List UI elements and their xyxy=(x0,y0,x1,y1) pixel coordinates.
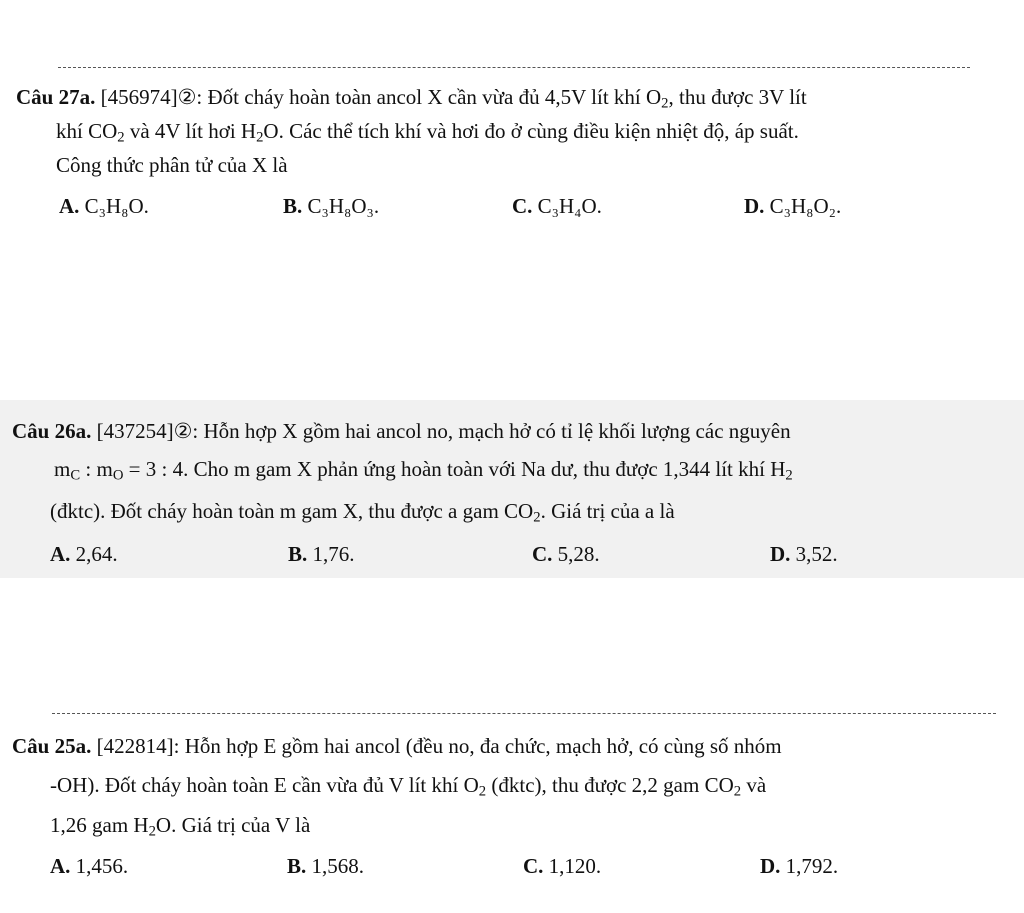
answer-option-c[interactable]: C. C₃H₄O. xyxy=(512,194,602,218)
answer-option-a[interactable]: A. 2,64. xyxy=(50,542,118,566)
answer-option-b[interactable]: B. C₃H₈O₃. xyxy=(283,194,380,218)
answer-option-d[interactable]: D. 3,52. xyxy=(770,542,838,566)
answer-option-d[interactable]: D. C₃H₈O₂. xyxy=(744,194,842,218)
question-label: Câu 25a. xyxy=(12,734,92,758)
question-25a-line-3: 1,26 gam $H_2O$. Giá trị của V là xyxy=(50,813,311,840)
answer-option-b[interactable]: B. 1,76. xyxy=(288,542,355,566)
question-27a-line-3: Công thức phân tử của X là xyxy=(56,153,288,177)
answer-option-a[interactable]: A. C₃H₈O. xyxy=(59,194,149,218)
question-26a-line-3: (đktc). Đốt cháy hoàn toàn m gam X, thu được a gam $CO_2$. Giá trị của a là xyxy=(50,499,675,526)
answer-option-c[interactable]: C. 5,28. xyxy=(532,542,600,566)
question-26a-line-2: $m_C$ : $m_O = 3$ : 4. Cho m gam X phản ứng hoàn toàn với Na dư, thu được 1,344 lít khí $H_2$ xyxy=(54,457,793,484)
question-25a-line-2: -OH). Đốt cháy hoàn toàn E cần vừa đủ V lít khí $O_2$ (đktc), thu được 2,2 gam $CO_2$ và xyxy=(50,773,767,800)
question-label: Câu 26a. xyxy=(12,419,92,443)
separator-middle xyxy=(52,713,996,714)
question-id: [437254]②: xyxy=(96,419,199,443)
question-label: Câu 27a. xyxy=(16,85,96,109)
answer-option-d[interactable]: D. 1,792. xyxy=(760,854,839,878)
separator-top xyxy=(58,67,970,68)
answer-option-c[interactable]: C. 1,120. xyxy=(523,854,602,878)
question-id: [422814]: xyxy=(96,734,180,758)
question-27a-line-2: khí $CO_2$ và 4V lít hơi $H_2O$. Các thể tích khí và hơi đo ở cùng điều kiện nhiệt độ, áp suất. xyxy=(56,119,799,146)
question-26a-line-1: Câu 26a. [437254]②: Hỗn hợp X gồm hai ancol no, mạch hở có tỉ lệ khối lượng các nguyên xyxy=(12,419,791,443)
question-id: [456974]②: xyxy=(100,85,203,109)
question-27a-line-1: Câu 27a. [456974]②: Đốt cháy hoàn toàn ancol X cần vừa đủ 4,5V lít khí $O_2$, thu được 3V lít xyxy=(16,85,807,112)
answer-option-b[interactable]: B. 1,568. xyxy=(287,854,365,878)
answer-option-a[interactable]: A. 1,456. xyxy=(50,854,129,878)
question-25a-line-1: Câu 25a. [422814]: Hỗn hợp E gồm hai ancol (đều no, đa chức, mạch hở, có cùng số nhóm xyxy=(12,734,782,758)
